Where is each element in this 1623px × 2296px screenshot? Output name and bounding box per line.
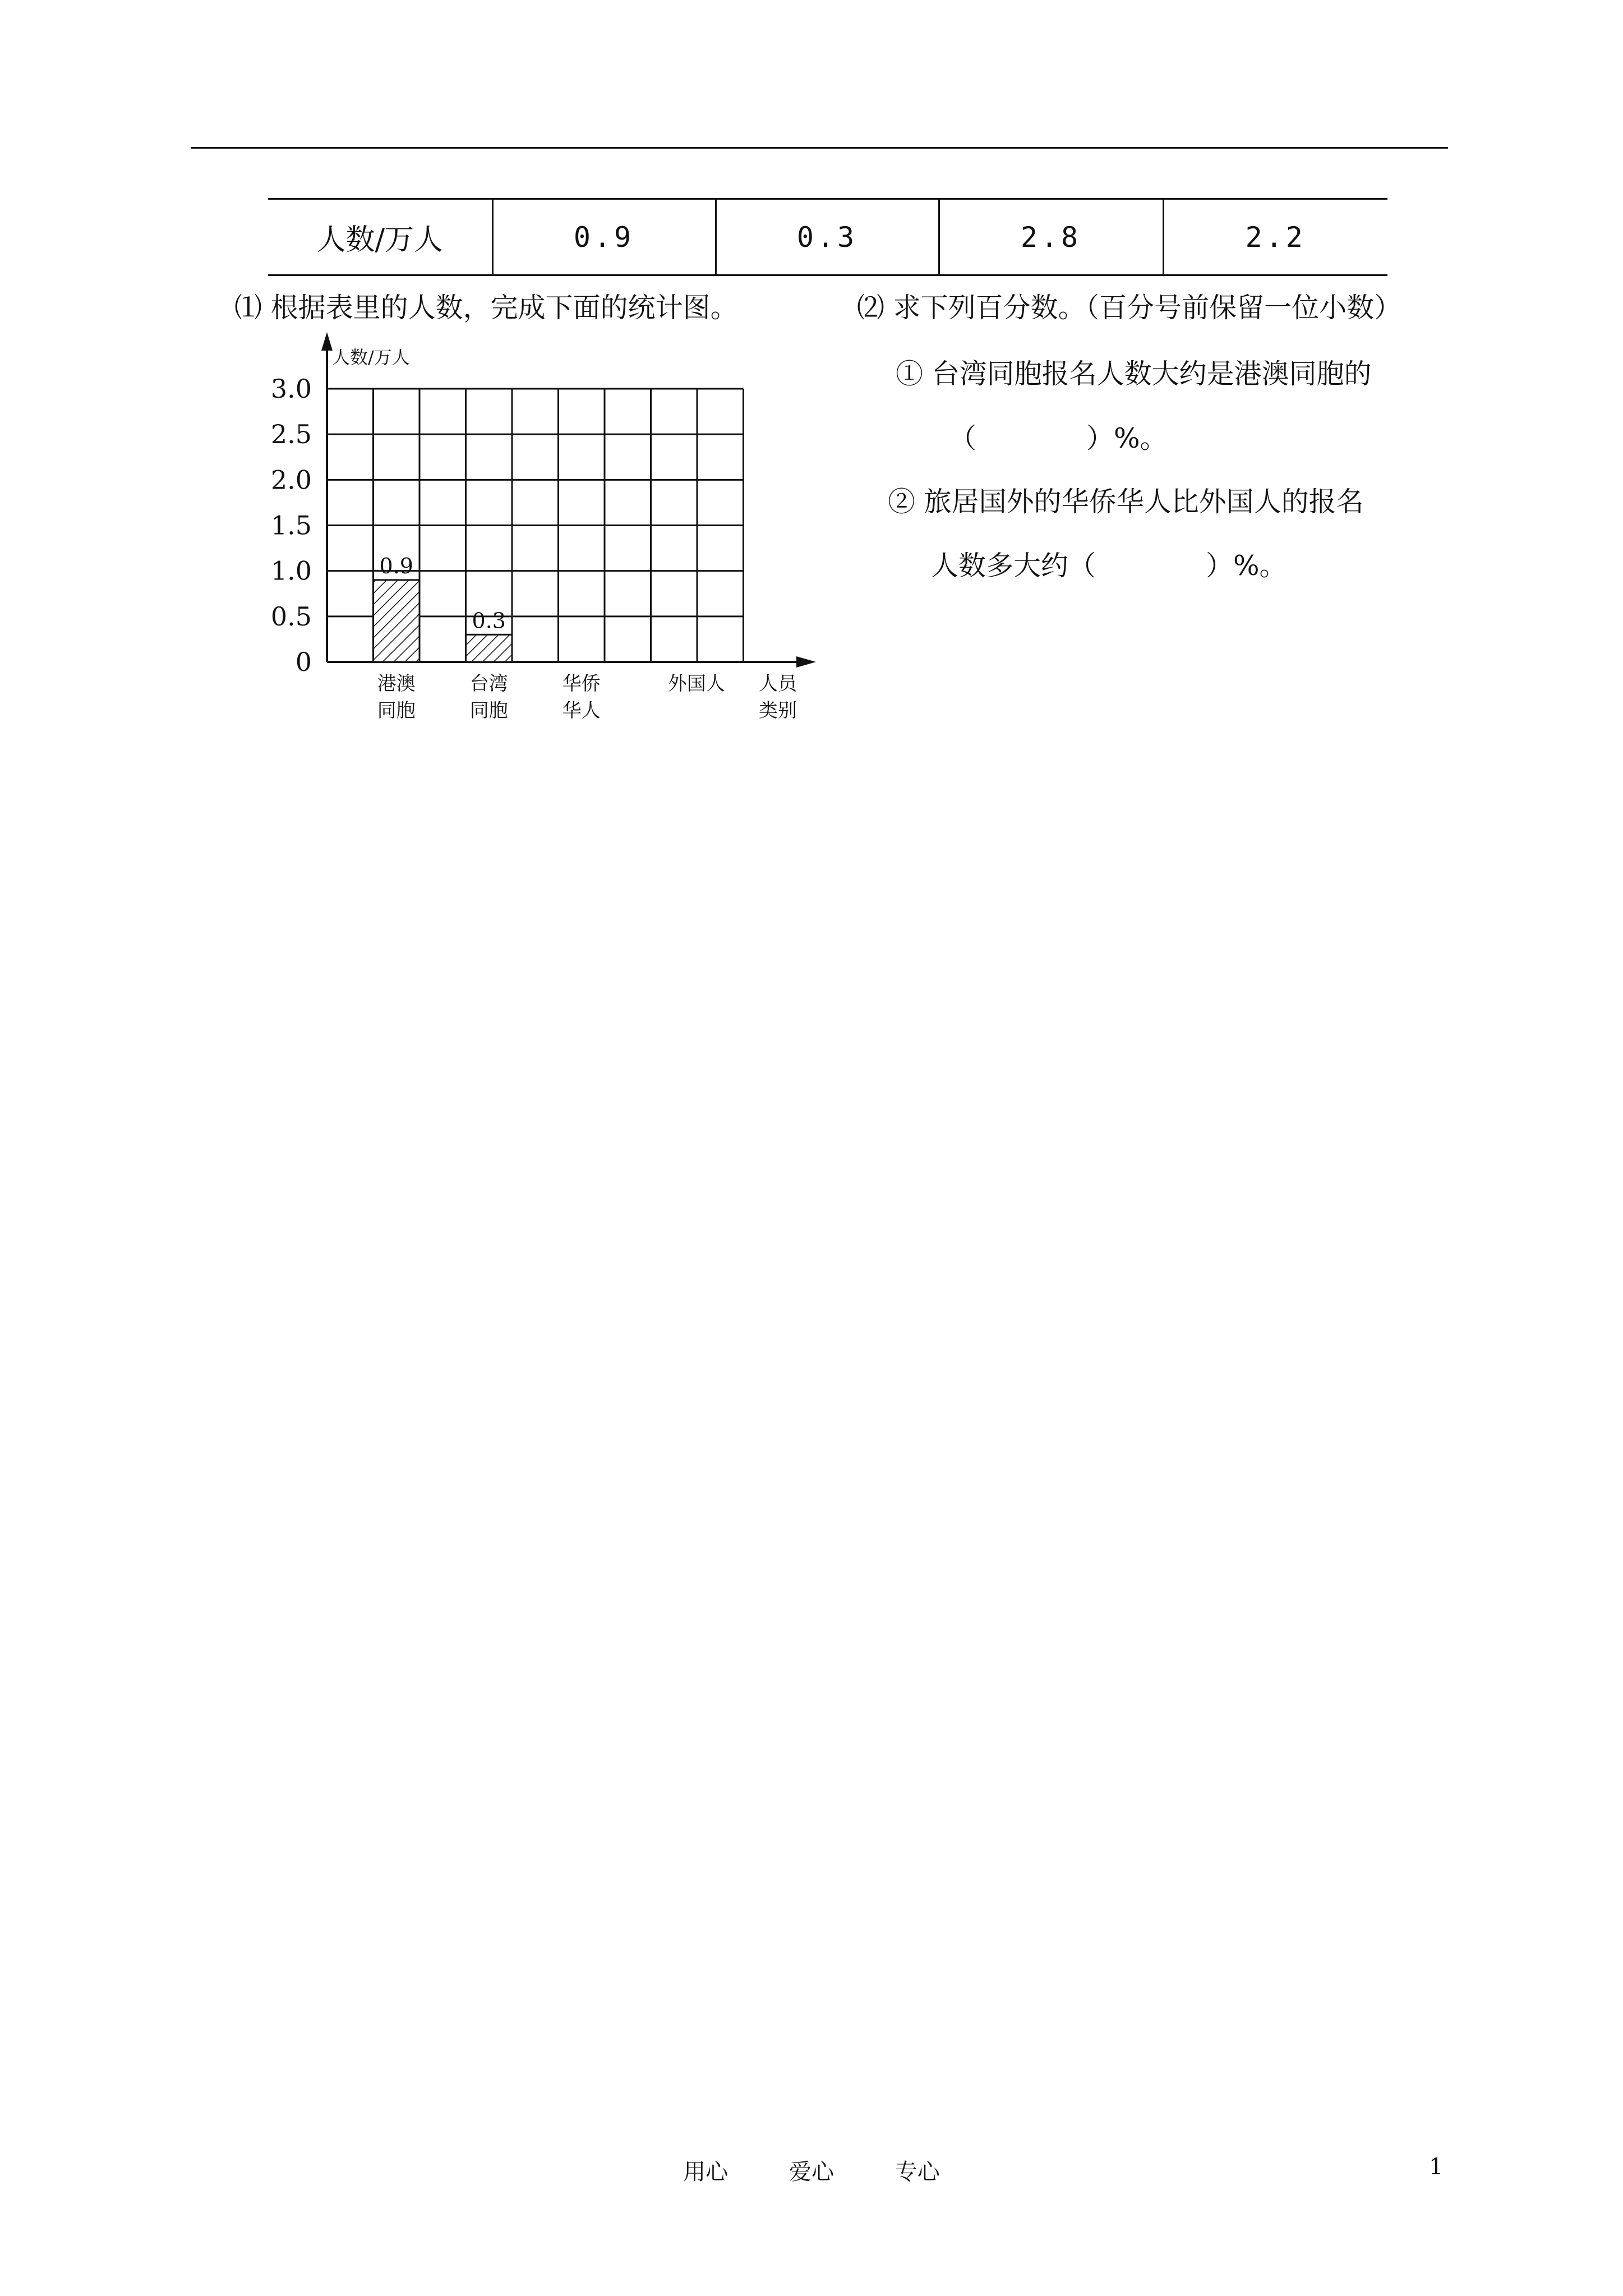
y-axis-label: 人数/万人 [332, 347, 410, 368]
bar-data-label: 0.9 [379, 553, 413, 578]
y-tick-label: 0.5 [270, 601, 312, 632]
x-axis-label: 人员 [759, 673, 797, 695]
question2-text: ⑵ 求下列百分数。（百分号前保留一位小数） [857, 292, 1402, 324]
x-tick-label: 台湾 [469, 673, 508, 695]
bar [466, 634, 513, 662]
footer-text-3: 专心 [895, 2159, 940, 2185]
question2-item2-line2: 人数多大约（ ）%。 [931, 550, 1287, 582]
y-tick-label: 1.5 [270, 510, 312, 541]
footer-text-1: 用心 [683, 2159, 728, 2185]
y-tick-label: 2.5 [270, 419, 312, 450]
question2-item1-line2: （ ）%。 [949, 422, 1168, 454]
x-tick-label: 港澳 [377, 673, 416, 695]
x-tick-label: 同胞 [377, 700, 416, 722]
x-axis-label: 类别 [759, 700, 797, 722]
question2-item1-line1: ① 台湾同胞报名人数大约是港澳同胞的 [896, 358, 1372, 390]
bar-data-label: 0.3 [472, 608, 506, 633]
page-number: 1 [1429, 2154, 1444, 2180]
table-row-label: 人数/万人 [268, 199, 492, 275]
y-tick-label: 3.0 [270, 374, 312, 404]
y-tick-label: 1.0 [270, 555, 312, 586]
footer-text-2: 爱心 [789, 2159, 834, 2185]
x-tick-label: 同胞 [469, 700, 508, 722]
y-axis-arrow [321, 332, 333, 351]
bar [374, 580, 420, 662]
table-cell: 2.2 [1163, 199, 1387, 275]
x-tick-label: 华人 [562, 700, 601, 722]
table-cell: 2.8 [939, 199, 1163, 275]
y-tick-label: 2.0 [270, 464, 312, 495]
question1-text: ⑴ 根据表里的人数，完成下面的统计图。 [234, 292, 738, 324]
table-cell: 0.9 [492, 199, 716, 275]
table-cell: 0.3 [716, 199, 939, 275]
y-tick-label: 0 [295, 647, 312, 677]
x-tick-label: 外国人 [667, 673, 725, 695]
x-tick-label: 华侨 [562, 673, 601, 695]
x-axis-arrow [796, 656, 816, 668]
footer [561, 2154, 1062, 2186]
question2-item2-line1: ② 旅居国外的华侨华人比外国人的报名 [888, 486, 1364, 518]
